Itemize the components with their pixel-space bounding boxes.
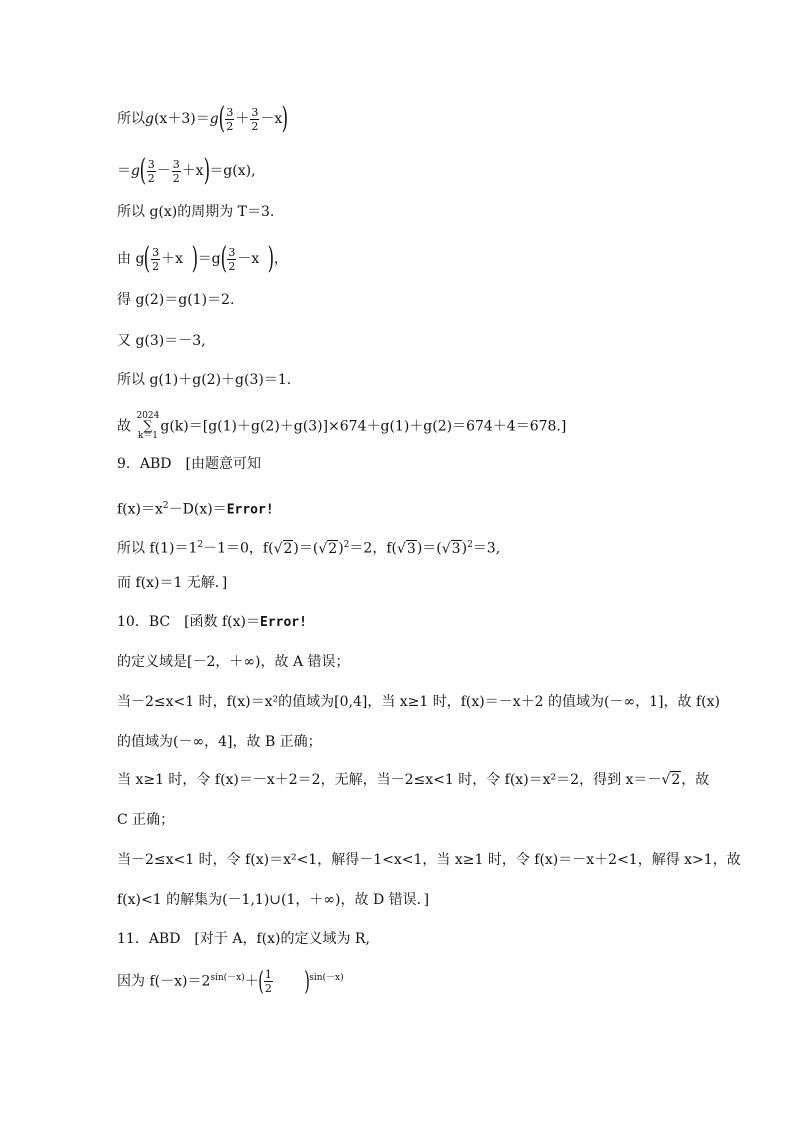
fraction (172, 158, 181, 185)
text: 因为 f(－x)＝2 (117, 973, 211, 990)
text: ＋x (161, 251, 184, 267)
text: ＝ (117, 163, 131, 179)
text: 当 x≥1 时，令 f(x)＝－x＋2＝2，无解，当－2≤x<1 时，令 f(x)＝x²＝2，得到 x＝－ (117, 772, 662, 788)
right-paren: ) (281, 101, 289, 136)
summation (136, 412, 159, 441)
answer-heading-11: 11．ABD [对于 A，f(x)的定义域为 R, (117, 931, 370, 947)
text: g (209, 111, 219, 127)
exponent: 2 (467, 540, 473, 550)
text: f(x)＝x (117, 501, 163, 518)
sum-upper: 2024 (136, 411, 160, 421)
denominator: 2 (251, 119, 259, 133)
error-text: Error! (226, 502, 274, 518)
exponent: 2 (343, 540, 350, 550)
fraction (227, 246, 236, 273)
text: )＝( (416, 540, 442, 557)
solution-line-10 (117, 496, 274, 521)
fraction (225, 106, 234, 133)
text: 由 g (117, 251, 145, 267)
radicand: 2 (671, 772, 681, 788)
denominator: 2 (228, 259, 236, 273)
exponent: 2 (197, 540, 204, 550)
text: ＋ (244, 973, 259, 990)
exponent: sin(－x) (309, 973, 344, 983)
text: g(k)＝[g(1)＋g(2)＋g(3)]×674＋g(1)＋g(2)＝674＋4＝678.] (160, 418, 567, 435)
text: ＝g (197, 251, 221, 267)
left-paren: ( (258, 966, 264, 997)
fraction (264, 968, 273, 995)
text: ＝g(x), (209, 163, 256, 179)
numerator: 3 (172, 157, 180, 171)
text: 所以 (117, 111, 145, 127)
fraction (151, 246, 160, 273)
exponent: 2 (162, 501, 169, 511)
text: 故 (117, 418, 131, 435)
solution-line-7: 所以 g(1)＋g(2)＋g(3)＝1. (117, 372, 292, 388)
solution-line-2 (117, 153, 256, 188)
text: )＝( (293, 540, 319, 557)
solution-line-22 (117, 968, 344, 995)
numerator: 3 (251, 105, 259, 119)
answer-heading-10 (117, 612, 307, 633)
numerator: 1 (264, 968, 272, 982)
solution-line-20: f(x)<1 的解集为(－1,1)∪(1，＋∞)，故 D 错误．] (117, 892, 430, 908)
text: ，故 (681, 772, 710, 788)
text: ) (338, 540, 344, 557)
text: g (131, 163, 140, 179)
right-paren: ) (191, 241, 199, 276)
radicand: 2 (283, 540, 293, 557)
sqrt: √2 (273, 540, 293, 557)
solution-line-5: 得 g(2)＝g(1)＝2. (117, 292, 235, 308)
text: 10．BC [函数 f(x)＝ (117, 614, 260, 630)
denominator: 2 (172, 171, 180, 185)
error-text: Error! (260, 615, 307, 630)
right-paren: ) (304, 966, 310, 997)
left-paren: ( (139, 153, 147, 188)
sqrt: √3 (441, 540, 461, 557)
denominator: 2 (226, 119, 234, 133)
numerator: 3 (147, 157, 155, 171)
solution-line-3: 所以 g(x)的周期为 T＝3. (117, 204, 275, 220)
sqrt: √2 (661, 772, 681, 788)
left-paren: ( (220, 241, 227, 276)
solution-line-18: C 正确； (117, 812, 175, 828)
solution-line-19: 当－2≤x<1 时，令 f(x)＝x²<1，解得－1<x<1，当 x≥1 时，令 f(x)＝－x＋2<1，解得 x>1，故 (117, 852, 741, 868)
solution-line-11 (117, 535, 500, 559)
solution-line-15: 当－2≤x<1 时，f(x)＝x²的值域为[0,4]，当 x≥1 时，f(x)＝－x＋2 的值域为(－∞，1]，故 f(x) (117, 694, 720, 710)
numerator: 3 (226, 105, 234, 119)
numerator: 3 (152, 245, 160, 259)
sqrt: √2 (318, 540, 338, 557)
denominator: 2 (264, 982, 272, 996)
radicand: 2 (328, 540, 338, 557)
text: ＝2，f( (349, 540, 397, 557)
text: ， (273, 251, 288, 267)
fraction (250, 106, 259, 133)
text: － (156, 163, 171, 179)
text: －1＝0，f( (203, 540, 274, 557)
text: 所以 f(1)＝1 (117, 540, 198, 557)
answer-heading-9: 9．ABD [由题意可知 (117, 456, 261, 472)
fraction (147, 158, 156, 185)
solution-line-12: 而 f(x)＝1 无解．] (117, 575, 228, 591)
text: ＋x (181, 163, 204, 179)
text: ＝3, (472, 540, 501, 557)
radicand: 3 (406, 540, 416, 557)
sum-lower: k＝1 (137, 431, 158, 441)
right-paren: ) (203, 153, 210, 188)
denominator: 2 (147, 171, 155, 185)
text: －x (260, 111, 283, 127)
sigma-icon: ∑ (143, 419, 153, 434)
radicand: 3 (451, 540, 461, 557)
text: －x (237, 251, 260, 267)
solution-line-4 (117, 241, 288, 276)
denominator: 2 (152, 259, 160, 273)
sqrt: √3 (396, 540, 416, 557)
text: ) (461, 540, 468, 557)
text: －D(x)＝ (168, 501, 227, 518)
exponent: sin(－x) (210, 973, 245, 983)
text: (x＋3)＝ (153, 111, 210, 127)
numerator: 3 (228, 245, 236, 259)
solution-line-6: 又 g(3)＝－3, (117, 333, 206, 349)
solution-line-1: 所以g(x＋3)＝g( $\frac{3}{2}$ ＋ $\frac{3}{2}$ －x) (117, 101, 289, 136)
solution-line-8 (117, 412, 566, 441)
left-paren: ( (218, 101, 225, 136)
right-paren: ) (267, 241, 275, 276)
solution-line-17 (117, 770, 709, 790)
solution-line-16: 的值域为(－∞，4]，故 B 正确； (117, 734, 322, 750)
left-paren: ( (144, 241, 151, 276)
solution-line-14: 的定义域是[－2，＋∞)，故 A 错误； (117, 654, 350, 670)
text: g (145, 111, 154, 127)
